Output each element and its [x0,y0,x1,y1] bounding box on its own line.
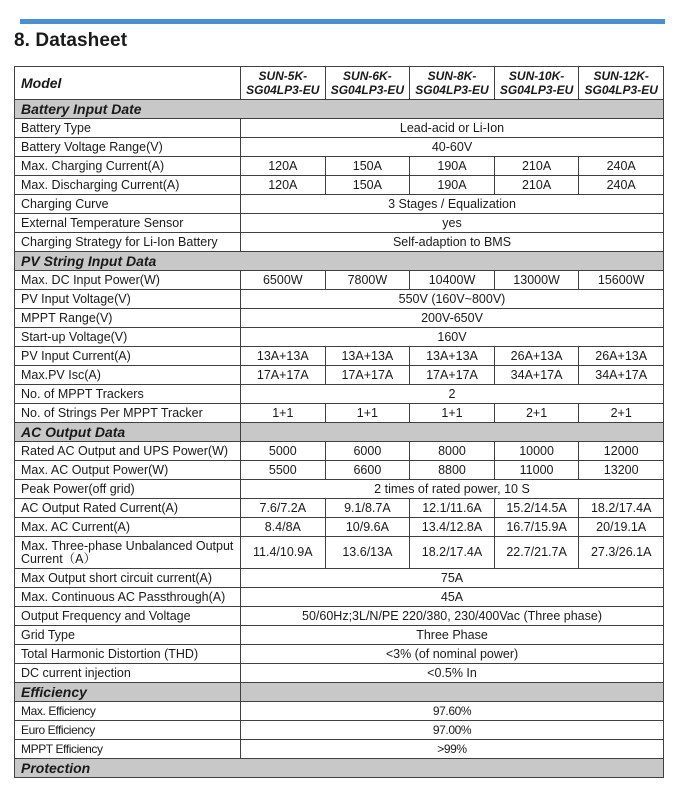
model-name-line1: SUN-6K- [343,69,392,83]
section-header-battery [15,100,664,119]
row-value: 1+1 [325,404,410,423]
row-value: 40-60V [241,138,664,157]
section-title: Protection [15,759,664,778]
row-value: 20/19.1A [579,518,664,537]
row-label: Total Harmonic Distortion (THD) [15,645,241,664]
row-value: 2 [241,385,664,404]
row-value: 13A+13A [410,347,495,366]
table-row [15,271,664,290]
table-row [15,157,664,176]
row-value: 22.7/21.7A [494,537,579,569]
row-label: Grid Type [15,626,241,645]
table-row [15,461,664,480]
row-label: Peak Power(off grid) [15,480,241,499]
table-row [15,366,664,385]
row-value: 6600 [325,461,410,480]
row-value: 150A [325,176,410,195]
row-value: 5000 [241,442,326,461]
row-value: 13.6/13A [325,537,410,569]
table-row [15,309,664,328]
model-name-line1: SUN-12K- [593,69,649,83]
table-row [15,702,664,721]
row-value: <0.5% In [241,664,664,683]
row-label: Max Output short circuit current(A) [15,569,241,588]
model-column-header [410,67,495,100]
section-header-protection [15,759,664,778]
row-label: No. of Strings Per MPPT Tracker [15,404,241,423]
row-value: 1+1 [241,404,326,423]
table-row [15,569,664,588]
row-value: 27.3/26.1A [579,537,664,569]
row-value: >99% [241,740,664,759]
row-value: 15600W [579,271,664,290]
row-value: 13200 [579,461,664,480]
table-row [15,721,664,740]
table-row [15,138,664,157]
model-name-line2: SG04LP3-EU [415,83,489,97]
row-value: 210A [494,176,579,195]
row-value: 10000 [494,442,579,461]
row-value: 16.7/15.9A [494,518,579,537]
row-value: 2+1 [494,404,579,423]
row-label: MPPT Range(V) [15,309,241,328]
row-value: 17A+17A [410,366,495,385]
row-value: 1+1 [410,404,495,423]
row-value: 550V (160V~800V) [241,290,664,309]
row-value: 5500 [241,461,326,480]
row-label: Max. Charging Current(A) [15,157,241,176]
section-header-fill [241,683,664,702]
table-row [15,195,664,214]
row-value: 13000W [494,271,579,290]
table-row [15,214,664,233]
row-label: Max.PV Isc(A) [15,366,241,385]
model-name-line1: SUN-5K- [258,69,308,83]
section-title: Efficiency [15,683,241,702]
row-value: 7.6/7.2A [241,499,326,518]
table-row [15,176,664,195]
row-value: 8000 [410,442,495,461]
row-label: External Temperature Sensor [15,214,241,233]
table-row [15,290,664,309]
row-label: Max. Discharging Current(A) [15,176,241,195]
row-value: Self-adaption to BMS [241,233,664,252]
row-label: DC current injection [15,664,241,683]
model-column-header [325,67,410,100]
row-value: 6000 [325,442,410,461]
row-value: 13A+13A [325,347,410,366]
row-value: 45A [241,588,664,607]
row-label: Charging Strategy for Li-Ion Battery [15,233,241,252]
row-value: 8800 [410,461,495,480]
table-row [15,588,664,607]
section-title: PV String Input Data [15,252,664,271]
row-label: Charging Curve [15,195,241,214]
section-title: AC Output Data [15,423,241,442]
table-row [15,442,664,461]
table-row [15,626,664,645]
row-value: 190A [410,176,495,195]
row-label: No. of MPPT Trackers [15,385,241,404]
row-value: 240A [579,157,664,176]
model-name-line2: SG04LP3-EU [499,83,574,97]
row-value: 13.4/12.8A [410,518,495,537]
row-value: 11000 [494,461,579,480]
row-label: Max. Three-phase Unbalanced Output Current（A） [15,537,241,569]
row-label: Output Frequency and Voltage [15,607,241,626]
row-value: 34A+17A [579,366,664,385]
row-label: PV Input Current(A) [15,347,241,366]
row-value: 2 times of rated power, 10 S [241,480,664,499]
section-title: Battery Input Date [15,100,664,119]
row-value: 160V [241,328,664,347]
table-row [15,385,664,404]
datasheet-table [14,66,664,778]
row-value: 3 Stages / Equalization [241,195,664,214]
row-label: PV Input Voltage(V) [15,290,241,309]
row-value: 120A [241,176,326,195]
row-value: 120A [241,157,326,176]
table-row [15,740,664,759]
row-value: 13A+13A [241,347,326,366]
table-row [15,537,664,569]
row-value: 11.4/10.9A [241,537,326,569]
row-value: 15.2/14.5A [494,499,579,518]
model-name-line1: SUN-8K- [427,69,477,83]
row-label: Max. DC Input Power(W) [15,271,241,290]
model-name-line2: SG04LP3-EU [246,83,320,97]
table-row [15,404,664,423]
row-value: 12.1/11.6A [410,499,495,518]
row-value: 240A [579,176,664,195]
table-row [15,480,664,499]
page-title: 8. Datasheet [14,30,128,51]
row-value: 17A+17A [241,366,326,385]
row-value: 17A+17A [325,366,410,385]
row-value: 18.2/17.4A [579,499,664,518]
row-value: 34A+17A [494,366,579,385]
section-rule [20,19,665,24]
section-header-efficiency [15,683,664,702]
model-column-header [579,67,664,100]
model-column-header [494,67,579,100]
row-value: 190A [410,157,495,176]
row-label: Max. AC Current(A) [15,518,241,537]
table-row [15,347,664,366]
row-value: <3% (of nominal power) [241,645,664,664]
table-row [15,607,664,626]
table-header-row [15,67,664,100]
row-value: 150A [325,157,410,176]
row-value: 210A [494,157,579,176]
table-row [15,328,664,347]
row-value: 50/60Hz;3L/N/PE 220/380, 230/400Vac (Three phase) [241,607,664,626]
row-value: 200V-650V [241,309,664,328]
table-row [15,518,664,537]
table-row [15,645,664,664]
row-label: Start-up Voltage(V) [15,328,241,347]
model-name-line1: SUN-10K- [508,69,565,83]
row-label: Rated AC Output and UPS Power(W) [15,442,241,461]
row-label: Battery Voltage Range(V) [15,138,241,157]
row-value: 8.4/8A [241,518,326,537]
row-value: 9.1/8.7A [325,499,410,518]
section-header-fill [241,423,664,442]
row-value: 97.60% [241,702,664,721]
row-value: 12000 [579,442,664,461]
row-value: 97.00% [241,721,664,740]
table-row [15,233,664,252]
row-label: Battery Type [15,119,241,138]
row-label: AC Output Rated Current(A) [15,499,241,518]
row-value: 6500W [241,271,326,290]
row-value: 7800W [325,271,410,290]
table-row [15,664,664,683]
row-value: Lead-acid or Li-Ion [241,119,664,138]
row-label: Max. Continuous AC Passthrough(A) [15,588,241,607]
model-column-header [241,67,326,100]
section-header-ac [15,423,664,442]
row-value: 2+1 [579,404,664,423]
model-name-line2: SG04LP3-EU [584,83,658,97]
row-value: 75A [241,569,664,588]
row-value: 26A+13A [494,347,579,366]
section-header-pv [15,252,664,271]
row-value: yes [241,214,664,233]
row-value: 10/9.6A [325,518,410,537]
table-row [15,499,664,518]
row-label: Max. AC Output Power(W) [15,461,241,480]
row-value: 26A+13A [579,347,664,366]
model-name-line2: SG04LP3-EU [330,83,405,97]
row-value: Three Phase [241,626,664,645]
row-label: MPPT Efficiency [15,740,241,759]
row-label: Max. Efficiency [15,702,241,721]
row-value: 10400W [410,271,495,290]
row-label: Euro Efficiency [15,721,241,740]
model-header: Model [15,67,241,100]
table-row [15,119,664,138]
row-value: 18.2/17.4A [410,537,495,569]
